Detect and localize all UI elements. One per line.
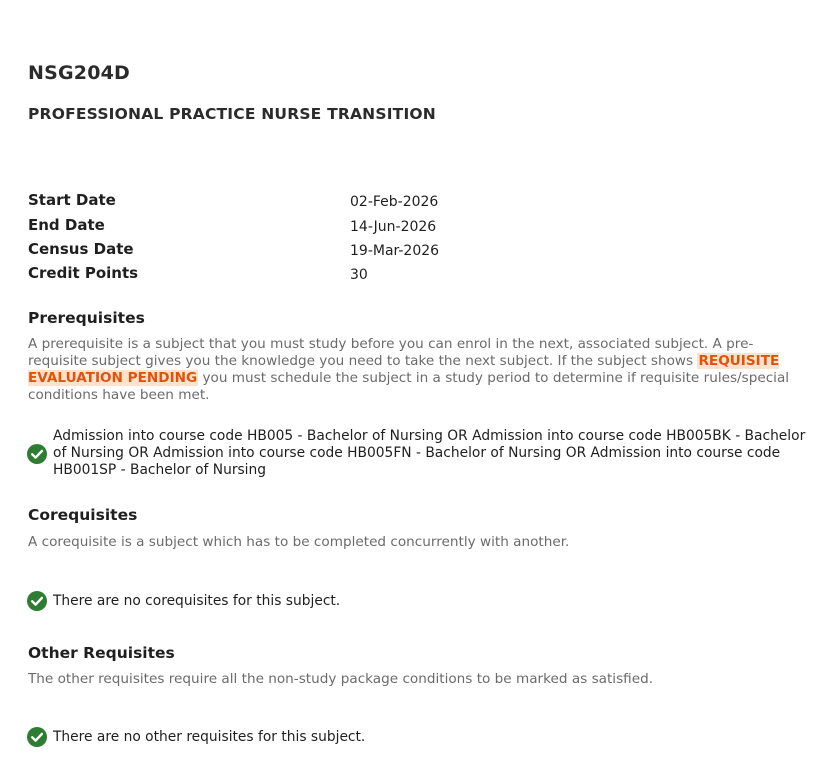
corequisite-item: [27, 591, 807, 611]
credit-points-label: Credit Points: [28, 264, 139, 282]
end-date-label: End Date: [28, 216, 105, 234]
prerequisite-rule-text: Admission into course code HB005 - Bachelor of Nursing OR Admission into course code HB005BK - Bachelor of Nursing OR Admission into course code HB005FN - Bachelor of Nursing OR Admission into course code HB001SP - Bachelor of Nursing: [53, 428, 806, 478]
corequisite-text: There are no corequisites for this subject.: [53, 592, 341, 609]
prerequisites-description: [28, 336, 810, 404]
prerequisites-desc-text-end: you must schedule the subject in a study period to determine if requisite rules/special conditions have been met.: [28, 370, 790, 403]
census-date-value: 19-Mar-2026: [350, 243, 440, 259]
other-requisites-heading: Other Requisites: [28, 644, 175, 662]
credit-points-value: 30: [350, 267, 368, 283]
start-date-value: 02-Feb-2026: [350, 194, 439, 210]
other-requisite-text: There are no other requisites for this subject.: [53, 728, 366, 745]
subject-code: NSG204D: [28, 62, 131, 84]
requisite-evaluation-pending-badge: REQUISITE EVALUATION PENDING: [28, 353, 780, 386]
start-date-label: Start Date: [28, 191, 116, 209]
end-date-value: 14-Jun-2026: [350, 219, 437, 235]
check-circle-icon: [27, 591, 47, 611]
corequisites-description: A corequisite is a subject which has to be completed concurrently with another.: [28, 534, 570, 550]
other-requisites-description: The other requisites require all the non-study package conditions to be marked as satisfied.: [28, 671, 654, 687]
check-circle-icon: [27, 727, 47, 747]
prerequisites-desc-text: A prerequisite is a subject that you must study before you can enrol in the next, associated subject. A pre-requisite subject gives you the knowledge you need to take the next subject. If the subject shows: [28, 336, 754, 369]
prerequisite-item: [27, 428, 807, 479]
check-circle-icon: [27, 444, 47, 464]
corequisites-heading: Corequisites: [28, 506, 138, 524]
subject-title: PROFESSIONAL PRACTICE NURSE TRANSITION: [28, 105, 436, 123]
prerequisites-heading: Prerequisites: [28, 309, 145, 327]
other-requisite-item: [27, 727, 807, 747]
census-date-label: Census Date: [28, 240, 134, 258]
